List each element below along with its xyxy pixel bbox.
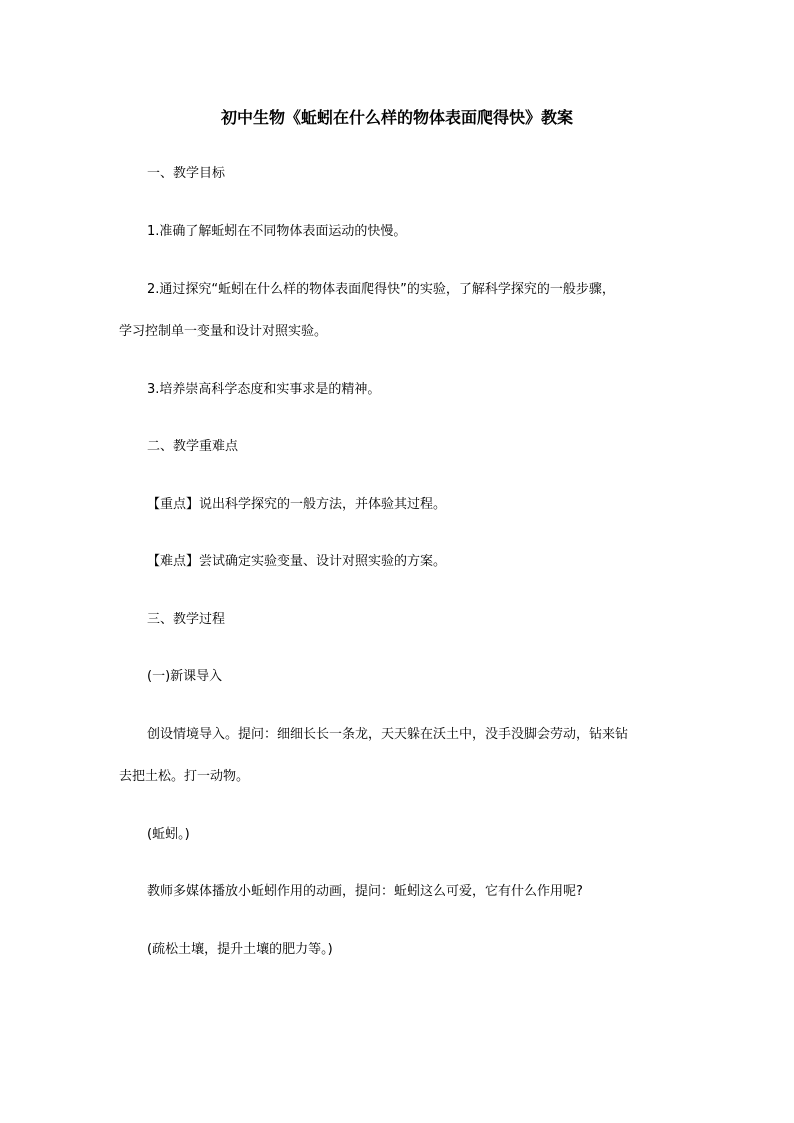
paragraph-multimedia: 教师多媒体播放小蚯蚓作用的动画，提问：蚯蚓这么可爱，它有什么作用呢? bbox=[147, 884, 583, 899]
section-heading-key-points: 二、教学重难点 bbox=[147, 439, 239, 454]
objective-1: 1.准确了解蚯蚓在不同物体表面运动的快慢。 bbox=[147, 224, 407, 239]
document-title: 初中生物《蚯蚓在什么样的物体表面爬得快》教案 bbox=[220, 108, 573, 127]
subsection-introduction: (一)新课导入 bbox=[147, 669, 223, 684]
paragraph-riddle: 创设情境导入。提问：细细长长一条龙，天天躲在沃土中，没手没脚会劳动，钻来钻 bbox=[147, 727, 629, 742]
objective-3: 3.培养崇高科学态度和实事求是的精神。 bbox=[147, 382, 381, 397]
difficult-point: 【难点】尝试确定实验变量、设计对照实验的方案。 bbox=[147, 554, 447, 569]
answer-function: (疏松土壤，提升土壤的肥力等。) bbox=[147, 942, 333, 957]
objective-2-continued: 学习控制单一变量和设计对照实验。 bbox=[119, 324, 328, 339]
paragraph-riddle-continued: 去把土松。打一动物。 bbox=[119, 769, 250, 784]
section-heading-objectives: 一、教学目标 bbox=[147, 166, 226, 181]
key-point: 【重点】说出科学探究的一般方法，并体验其过程。 bbox=[147, 497, 447, 512]
section-heading-process: 三、教学过程 bbox=[147, 612, 226, 627]
objective-2: 2.通过探究“蚯蚓在什么样的物体表面爬得快”的实验，了解科学探究的一般步骤， bbox=[147, 282, 615, 297]
answer-earthworm: (蚯蚓。) bbox=[147, 827, 190, 842]
